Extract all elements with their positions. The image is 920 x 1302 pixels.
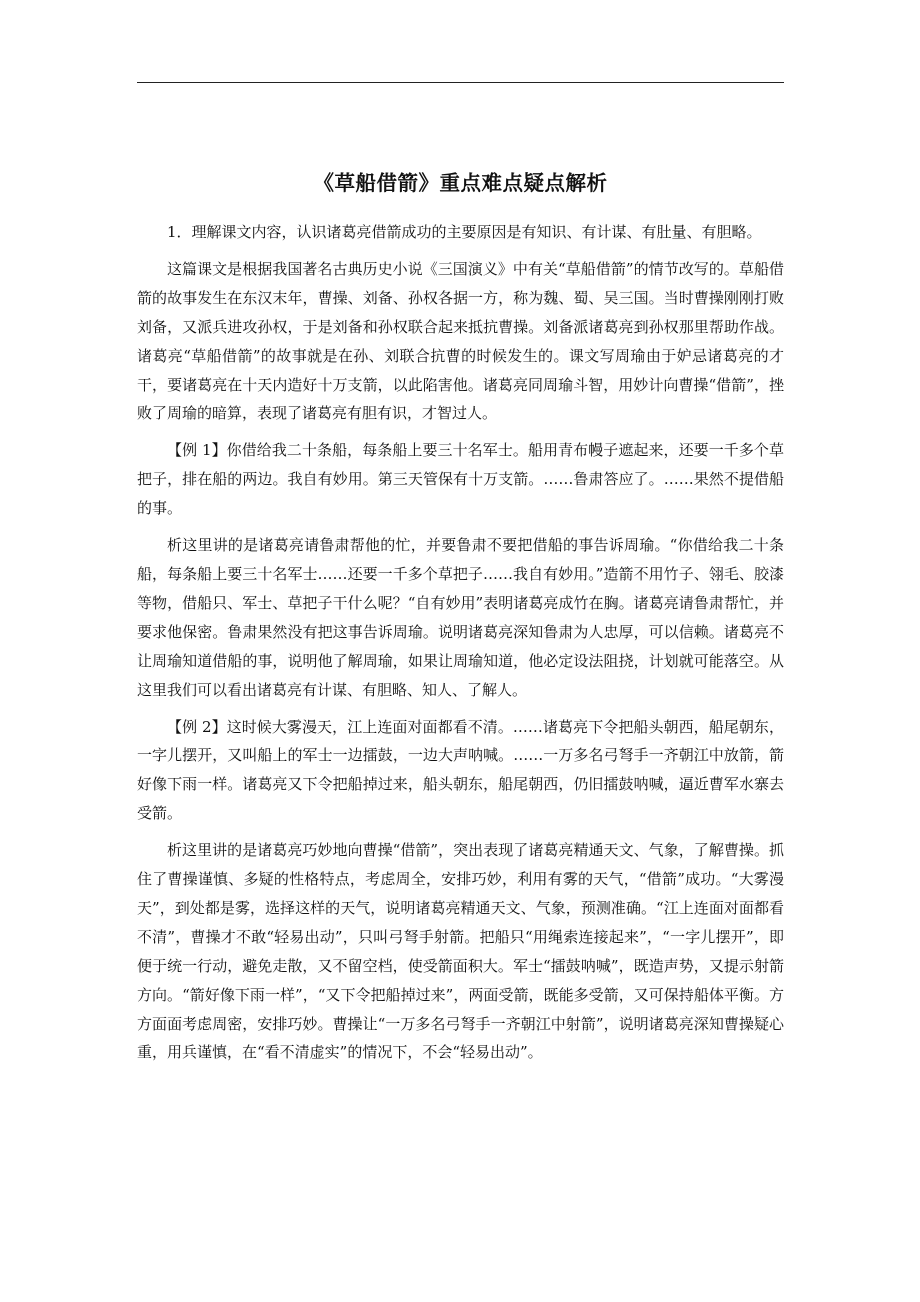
key-point-1: 1．理解课文内容，认识诸葛亮借箭成功的主要原因是有知识、有计谋、有肚量、有胆略。 [167, 223, 762, 241]
example-1-label: 【例 1】 [167, 441, 227, 460]
example-1-paragraph [137, 436, 784, 523]
document-body [137, 166, 784, 1075]
example-2-text: 这时候大雾漫天，江上连面对面都看不清。……诸葛亮下令把船头朝西，船尾朝东，一字儿摆开，又叫船上的军士一边擂鼓，一边大声呐喊。……一万多名弓弩手一齐朝江中放箭，箭好像下雨一样。诸葛亮又下令把船掉过来，船头朝东，船尾朝西，仍旧擂鼓呐喊，逼近曹军水寨去受箭。 [137, 717, 784, 823]
document-title: 《草船借箭》重点难点疑点解析 [313, 171, 608, 195]
example-2-paragraph [137, 713, 784, 829]
analysis-2-paragraph: 析这里讲的是诸葛亮巧妙地向曹操“借箭”，突出表现了诸葛亮精通天文、气象，了解曹操。抓住了曹操谨慎、多疑的性格特点，考虑周全，安排巧妙，利用有雾的天气，“借箭”成功。“大雾漫天”，到处都是雾，选择这样的天气，说明诸葛亮精通天文、气象，预测准确。“江上连面对面都看不清”，曹操才不敢“轻易出动”，只叫弓弩手射箭。把船只“用绳索连接起来”，“一字儿摆开”，即便于统一行动，避免走散，又不留空档，使受箭面积大。军士“擂鼓呐喊”，既造声势，又提示射箭方向。“箭好像下雨一样”，“又下令把船掉过来”，两面受箭，既能多受箭，又可保持船体平衡。方方面面考虑周密，安排巧妙。曹操让“一万多名弓弩手一齐朝江中射箭”，说明诸葛亮深知曹操疑心重，用兵谨慎，在“看不清虚实”的情况下，不会“轻易出动”。 [137, 841, 784, 1062]
intro-paragraph: 这篇课文是根据我国著名古典历史小说《三国演义》中有关“草船借箭”的情节改写的。草船借箭的故事发生在东汉末年，曹操、刘备、孙权各据一方，称为魏、蜀、吴三国。当时曹操刚刚打败刘备，又派兵进攻孙权，于是刘备和孙权联合起来抵抗曹操。刘备派诸葛亮到孙权那里帮助作战。诸葛亮“草船借箭”的故事就是在孙、刘联合抗曹的时候发生的。课文写周瑜由于妒忌诸葛亮的才干，要诸葛亮在十天内造好十万支箭，以此陷害他。诸葛亮同周瑜斗智，用妙计向曹操“借箭”，挫败了周瑜的暗算，表现了诸葛亮有胆有识，才智过人。 [137, 259, 784, 423]
header-rule [137, 82, 784, 83]
example-1-text: 你借给我二十条船，每条船上要三十名军士。船用青布幔子遮起来，还要一千多个草把子，排在船的两边。我自有妙用。第三天管保有十万支箭。……鲁肃答应了。……果然不提借船的事。 [137, 441, 784, 518]
example-2-label: 【例 2】 [167, 717, 227, 736]
analysis-1-paragraph: 析这里讲的是诸葛亮请鲁肃帮他的忙，并要鲁肃不要把借船的事告诉周瑜。“你借给我二十条船，每条船上要三十名军士……还要一千多个草把子……我自有妙用。”造箭不用竹子、翎毛、胶漆等物，借船只、军士、草把子干什么呢？“自有妙用”表明诸葛亮成竹在胸。诸葛亮请鲁肃帮忙，并要求他保密。鲁肃果然没有把这事告诉周瑜。说明诸葛亮深知鲁肃为人忠厚，可以信赖。诸葛亮不让周瑜知道借船的事，说明他了解周瑜，如果让周瑜知道，他必定设法阻挠，计划就可能落空。从这里我们可以看出诸葛亮有计谋、有胆略、知人、了解人。 [137, 536, 784, 699]
